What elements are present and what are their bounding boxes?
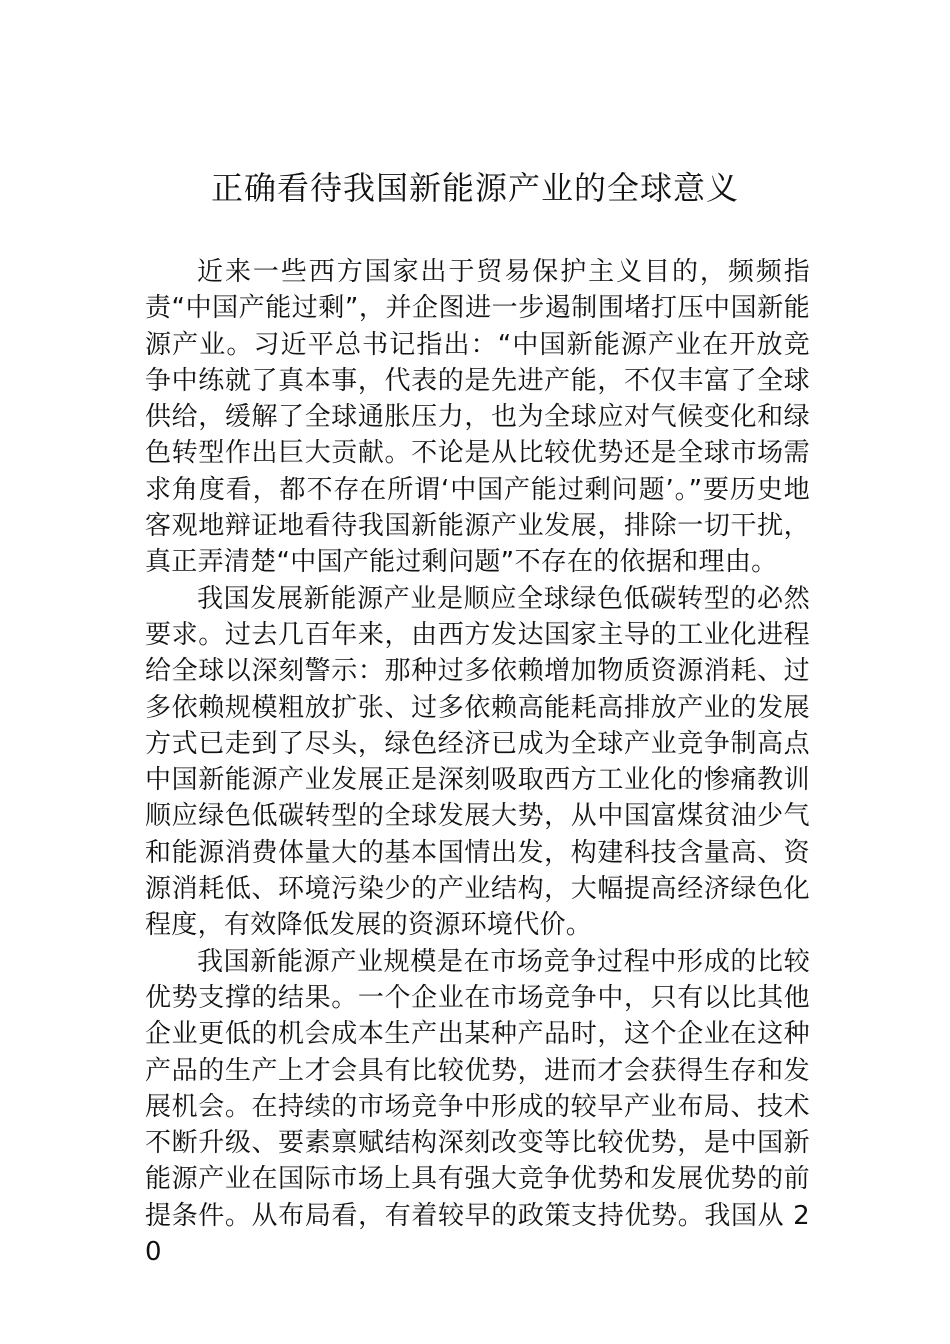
- document-body: [145, 254, 810, 1270]
- paragraph-2: 我国发展新能源产业是顺应全球绿色低碳转型的必然要求。过去几百年来，由西方发达国家主导的工业化进程给全球以深刻警示：那种过多依赖增加物质资源消耗、过多依赖规模粗放扩张、过多依赖高能耗高排放产业的发展方式已走到了尽头，绿色经济已成为全球产业竞争制高点中国新能源产业发展正是深刻吸取西方工业化的惨痛教训顺应绿色低碳转型的全球发展大势，从中国富煤贫油少气和能源消费体量大的基本国情出发，构建科技含量高、资源消耗低、环境污染少的产业结构，大幅提高经济绿色化程度，有效降低发展的资源环境代价。: [145, 583, 810, 941]
- paragraph-3: 我国新能源产业规模是在市场竞争过程中形成的比较优势支撑的结果。一个企业在市场竞争中，只有以比其他企业更低的机会成本生产出某种产品时，这个企业在这种产品的生产上才会具有比较优势，进而才会获得生存和发展机会。在持续的市场竞争中形成的较早产业布局、技术不断升级、要素禀赋结构深刻改变等比较优势，是中国新能源产业在国际市场上具有强大竞争优势和发展优势的前提条件。从布局看，有着较早的政策支持优势。我国从 20: [145, 946, 810, 1268]
- paragraph-1: 近来一些西方国家出于贸易保护主义目的，频频指责“中国产能过剩”，并企图进一步遏制围堵打压中国新能源产业。习近平总书记指出：“中国新能源产业在开放竞争中练就了真本事，代表的是先进产能，不仅丰富了全球供给，缓解了全球通胀压力，也为全球应对气候变化和绿色转型作出巨大贡献。不论是从比较优势还是全球市场需求角度看，都不存在所谓‘中国产能过剩问题’。”要历史地客观地辩证地看待我国新能源产业发展，排除一切干扰，真正弄清楚“中国产能过剩问题”不存在的依据和理由。: [145, 257, 810, 578]
- document-title: 正确看待我国新能源产业的全球意义: [210, 169, 739, 207]
